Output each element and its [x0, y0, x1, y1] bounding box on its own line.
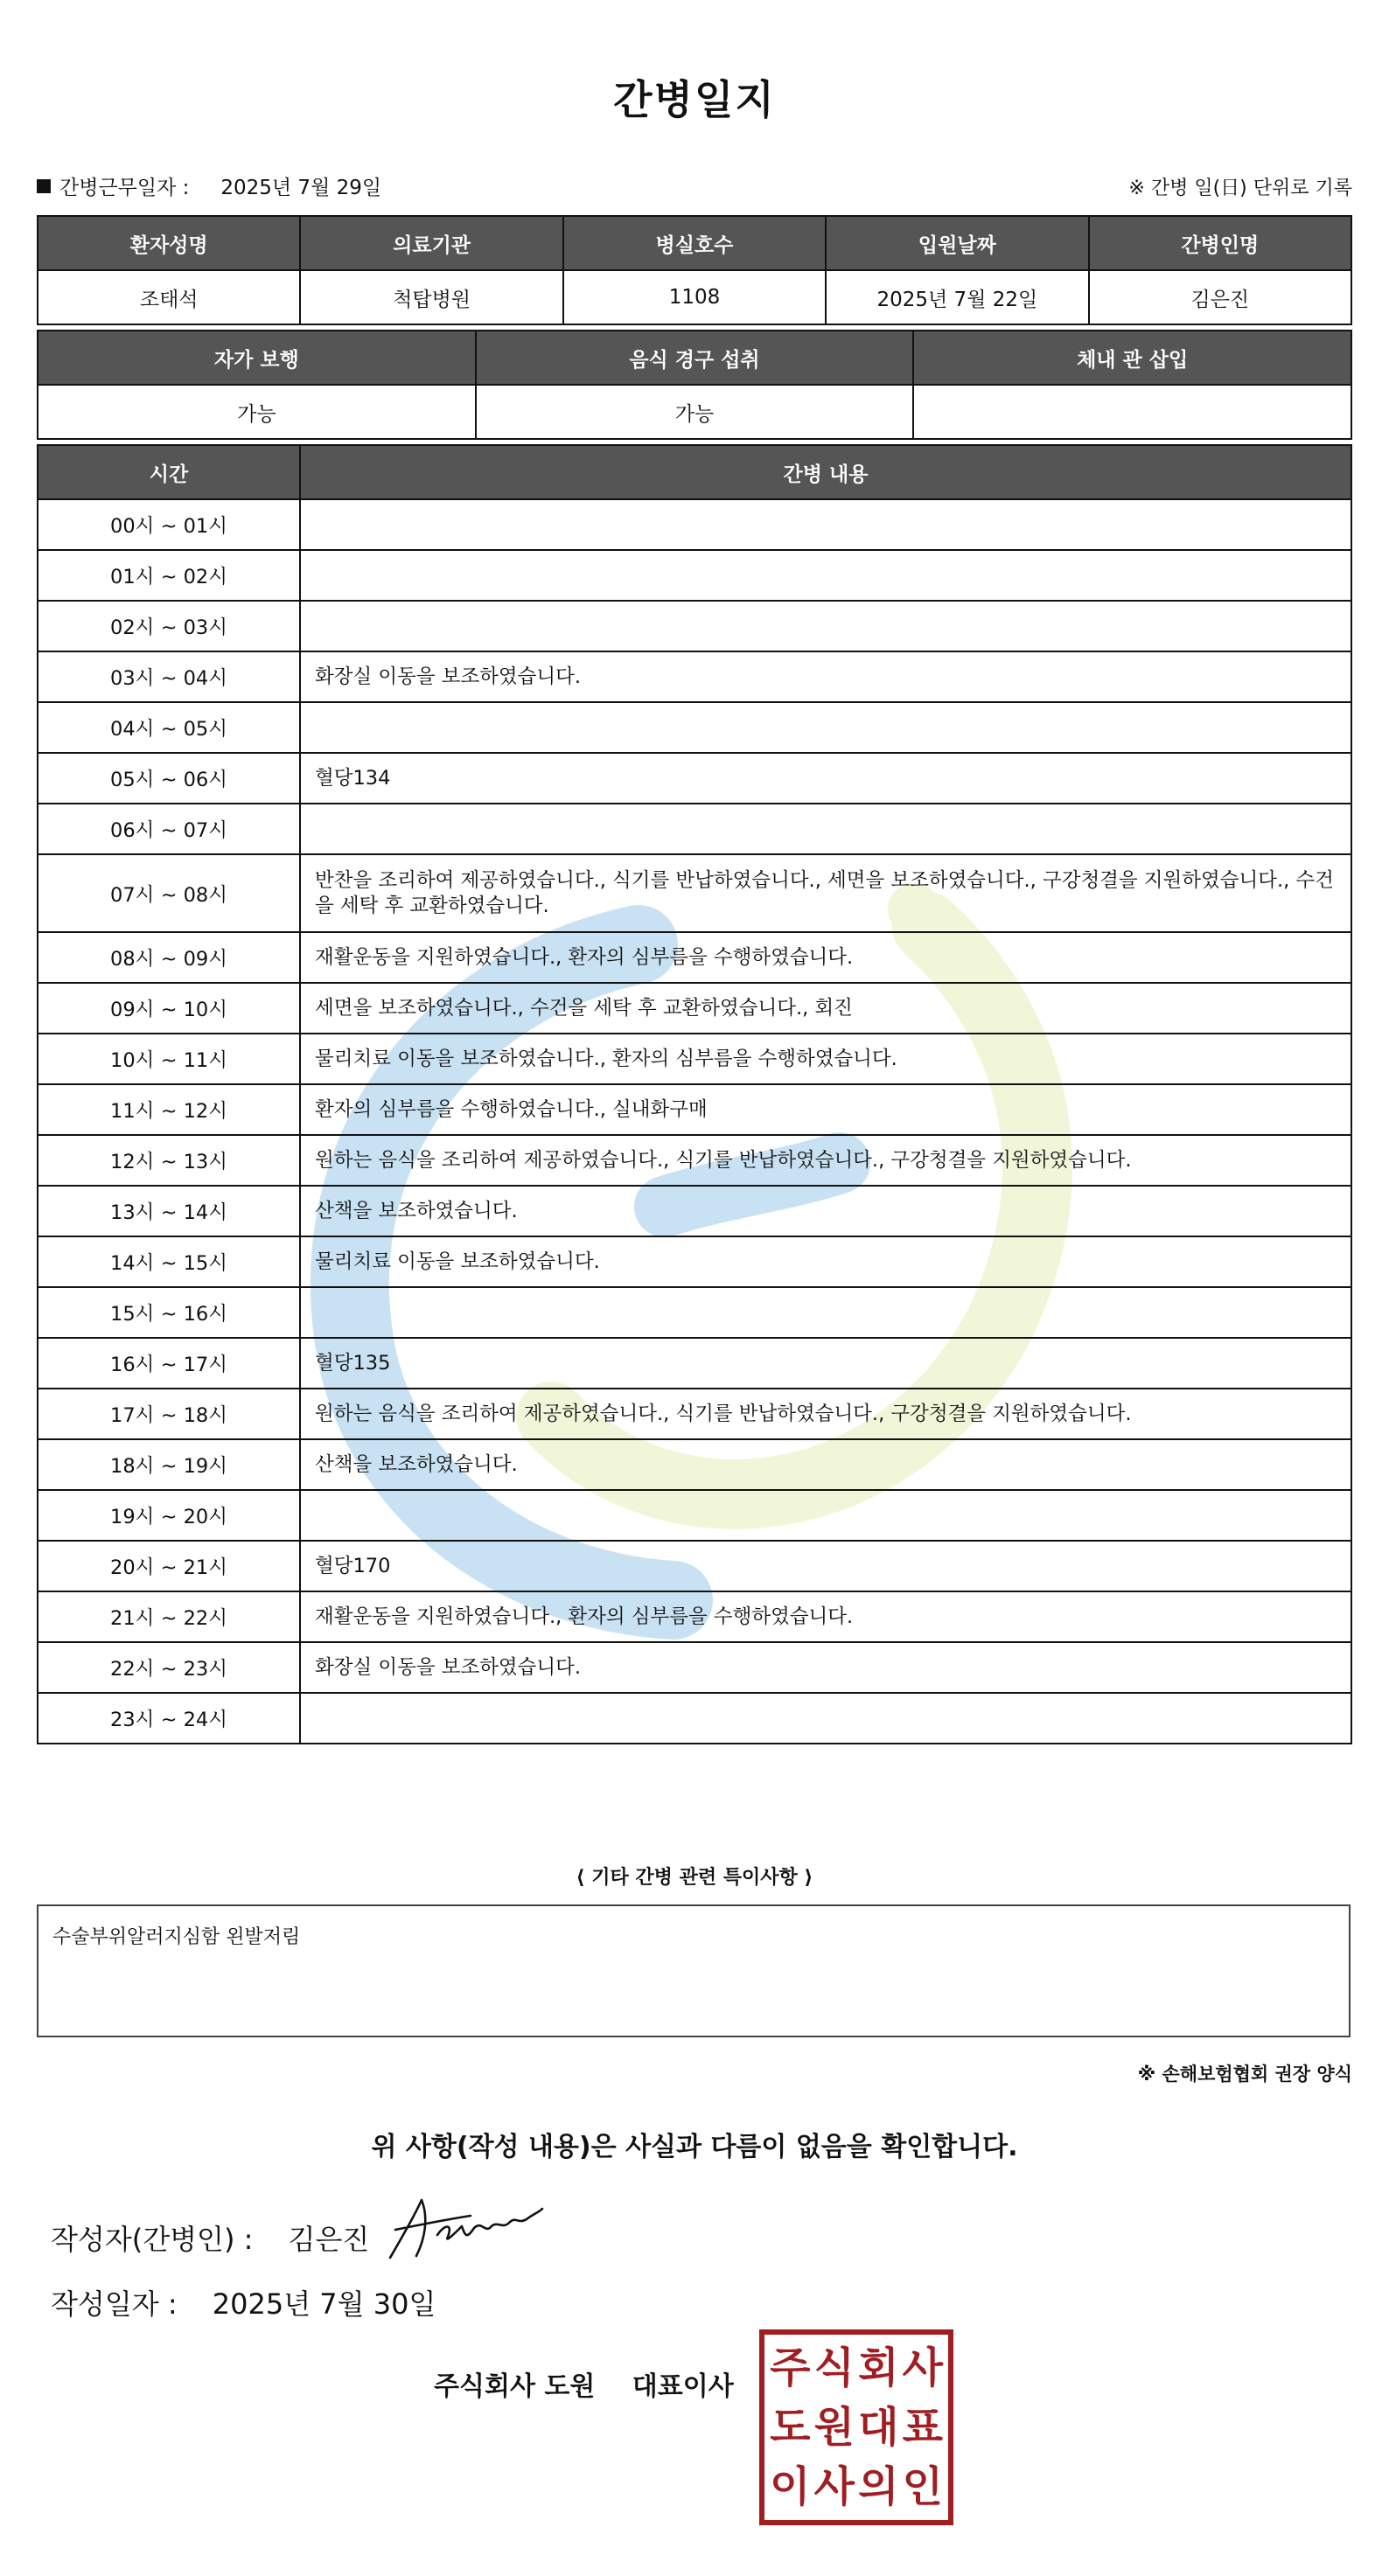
- unit-note: ※ 간병 일(日) 단위로 기록: [1128, 178, 1352, 199]
- seal-char: 회: [858, 2343, 899, 2392]
- writer-label: 작성자(간병인) :: [51, 2223, 254, 2256]
- header-care-content: 간병 내용: [300, 445, 1351, 499]
- seal-char: 인: [902, 2462, 943, 2511]
- table-row: [38, 601, 1351, 651]
- log-content: [300, 550, 1351, 601]
- log-content: [300, 499, 1351, 550]
- log-content: 혈당134: [300, 753, 1351, 804]
- written-date-line: [51, 2282, 436, 2322]
- log-time: 15시 ~ 16시: [38, 1287, 300, 1338]
- log-content: [300, 1287, 1351, 1338]
- log-time: 06시 ~ 07시: [38, 804, 300, 854]
- table-row: [38, 702, 1351, 753]
- header-tube: 체내 관 삽입: [913, 331, 1351, 385]
- seal-char: 사: [902, 2343, 943, 2392]
- patient-name: 조태석: [38, 270, 300, 324]
- log-time: 22시 ~ 23시: [38, 1642, 300, 1693]
- seal-char: 도: [770, 2403, 811, 2452]
- company-name: 주식회사 도원: [434, 2371, 596, 2402]
- log-time: 02시 ~ 03시: [38, 601, 300, 651]
- log-time: 17시 ~ 18시: [38, 1389, 300, 1439]
- table-row: [38, 1541, 1351, 1591]
- table-row: [38, 1591, 1351, 1642]
- notes-text: 수술부위알러지심함 왼발저림: [52, 1926, 301, 1948]
- log-time: 00시 ~ 01시: [38, 499, 300, 550]
- seal-char: 이: [770, 2462, 811, 2511]
- table-row: [38, 804, 1351, 854]
- walking-value: 가능: [38, 385, 476, 439]
- log-content: [300, 702, 1351, 753]
- confirmation-statement: 위 사항(작성 내용)은 사실과 다름이 없음을 확인합니다.: [371, 2132, 1018, 2162]
- table-row: [38, 1034, 1351, 1084]
- log-time: 08시 ~ 09시: [38, 932, 300, 983]
- company-seal-stamp: [759, 2329, 953, 2525]
- log-time: 16시 ~ 17시: [38, 1338, 300, 1389]
- log-time: 14시 ~ 15시: [38, 1236, 300, 1287]
- oral-intake-value: 가능: [476, 385, 914, 439]
- log-content: 혈당170: [300, 1541, 1351, 1591]
- log-time: 07시 ~ 08시: [38, 854, 300, 932]
- table-row: [38, 651, 1351, 702]
- header-patient-name: 환자성명: [38, 216, 300, 270]
- table-row: [38, 550, 1351, 601]
- log-content: 세면을 보조하였습니다., 수건을 세탁 후 교환하였습니다., 회진: [300, 983, 1351, 1034]
- hospital-name: 척탑병원: [300, 270, 562, 324]
- seal-char: 주: [770, 2343, 811, 2392]
- table-row: [38, 1135, 1351, 1186]
- header-time: 시간: [38, 445, 300, 499]
- log-time: 13시 ~ 14시: [38, 1186, 300, 1236]
- work-date-label: 간병근무일자 :: [59, 177, 190, 199]
- seal-char: 표: [902, 2403, 943, 2452]
- table-row: [38, 1084, 1351, 1135]
- log-time: 12시 ~ 13시: [38, 1135, 300, 1186]
- table-row: [38, 499, 1351, 550]
- table-row: [38, 1236, 1351, 1287]
- header-caregiver: 간병인명: [1089, 216, 1351, 270]
- log-content: 환자의 심부름을 수행하였습니다., 실내화구매: [300, 1084, 1351, 1135]
- notes-heading: ⟨ 기타 간병 관련 특이사항 ⟩: [576, 1867, 813, 1889]
- written-date-value: 2025년 7월 30일: [212, 2287, 436, 2321]
- seal-char: 대: [858, 2403, 899, 2452]
- handwritten-signature: [387, 2193, 544, 2265]
- company-signoff: [434, 2364, 734, 2403]
- work-date: [37, 171, 381, 200]
- header-room: 병실호수: [563, 216, 826, 270]
- log-time: 11시 ~ 12시: [38, 1084, 300, 1135]
- table-row: [38, 1693, 1351, 1744]
- writer-line: [51, 2217, 369, 2258]
- log-content: 화장실 이동을 보조하였습니다.: [300, 1642, 1351, 1693]
- square-bullet-icon: [37, 179, 51, 193]
- log-time: 09시 ~ 10시: [38, 983, 300, 1034]
- log-content: 화장실 이동을 보조하였습니다.: [300, 651, 1351, 702]
- log-time: 01시 ~ 02시: [38, 550, 300, 601]
- log-time: 03시 ~ 04시: [38, 651, 300, 702]
- log-content: 산책을 보조하였습니다.: [300, 1439, 1351, 1490]
- log-content: [300, 601, 1351, 651]
- log-content: [300, 804, 1351, 854]
- table-row: [38, 753, 1351, 804]
- log-content: 반찬을 조리하여 제공하였습니다., 식기를 반납하였습니다., 세면을 보조하였습니다., 구강청결을 지원하였습니다., 수건을 세탁 후 교환하였습니다.: [300, 854, 1351, 932]
- written-date-label: 작성일자 :: [51, 2287, 178, 2321]
- room-number: 1108: [563, 270, 826, 324]
- seal-char: 식: [813, 2343, 855, 2392]
- table-row: [38, 1642, 1351, 1693]
- header-hospital: 의료기관: [300, 216, 562, 270]
- log-time: 21시 ~ 22시: [38, 1591, 300, 1642]
- header-admission-date: 입원날짜: [826, 216, 1088, 270]
- log-time: 20시 ~ 21시: [38, 1541, 300, 1591]
- log-time: 04시 ~ 05시: [38, 702, 300, 753]
- tube-value: [913, 385, 1351, 439]
- log-content: [300, 1490, 1351, 1541]
- table-row: [38, 1389, 1351, 1439]
- seal-char: 사: [813, 2462, 855, 2511]
- table-row: [38, 854, 1351, 932]
- log-content: 혈당135: [300, 1338, 1351, 1389]
- patient-info-table: [37, 215, 1352, 325]
- writer-name: 김은진: [288, 2223, 370, 2256]
- care-log-table: [37, 444, 1352, 1744]
- table-row: [38, 983, 1351, 1034]
- patient-status-table: [37, 330, 1352, 440]
- log-time: 18시 ~ 19시: [38, 1439, 300, 1490]
- page-title: 간병일지: [613, 76, 776, 123]
- header-walking: 자가 보행: [38, 331, 476, 385]
- notes-box: [37, 1904, 1351, 2037]
- source-note: ※ 손해보험협회 권장 양식: [1137, 2064, 1352, 2085]
- seal-char: 의: [858, 2462, 899, 2511]
- log-content: 산책을 보조하였습니다.: [300, 1186, 1351, 1236]
- admission-date: 2025년 7월 22일: [826, 270, 1088, 324]
- log-time: 23시 ~ 24시: [38, 1693, 300, 1744]
- log-content: 물리치료 이동을 보조하였습니다.: [300, 1236, 1351, 1287]
- log-content: 재활운동을 지원하였습니다., 환자의 심부름을 수행하였습니다.: [300, 932, 1351, 983]
- caregiver-name: 김은진: [1089, 270, 1351, 324]
- table-row: [38, 1490, 1351, 1541]
- log-content: 재활운동을 지원하였습니다., 환자의 심부름을 수행하였습니다.: [300, 1591, 1351, 1642]
- table-row: [38, 1439, 1351, 1490]
- seal-char: 원: [813, 2403, 855, 2452]
- log-time: 05시 ~ 06시: [38, 753, 300, 804]
- log-content: 원하는 음식을 조리하여 제공하였습니다., 식기를 반납하였습니다., 구강청결을 지원하였습니다.: [300, 1135, 1351, 1186]
- work-date-value: 2025년 7월 29일: [220, 177, 382, 199]
- table-row: [38, 1287, 1351, 1338]
- header-oral-intake: 음식 경구 섭취: [476, 331, 914, 385]
- log-content: [300, 1693, 1351, 1744]
- rep-title: 대표이사: [632, 2371, 734, 2402]
- log-time: 10시 ~ 11시: [38, 1034, 300, 1084]
- table-row: [38, 932, 1351, 983]
- log-time: 19시 ~ 20시: [38, 1490, 300, 1541]
- log-content: 물리치료 이동을 보조하였습니다., 환자의 심부름을 수행하였습니다.: [300, 1034, 1351, 1084]
- table-row: [38, 1186, 1351, 1236]
- table-row: [38, 1338, 1351, 1389]
- log-content: 원하는 음식을 조리하여 제공하였습니다., 식기를 반납하였습니다., 구강청결을 지원하였습니다.: [300, 1389, 1351, 1439]
